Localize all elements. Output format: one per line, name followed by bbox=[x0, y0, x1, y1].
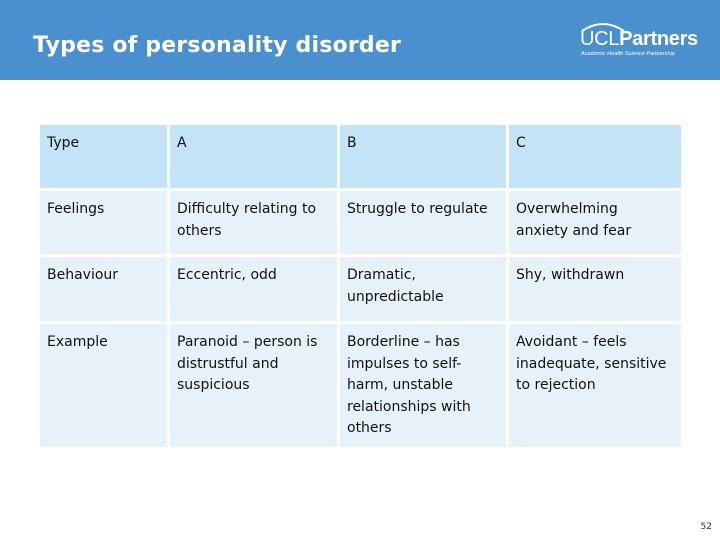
table-cell: Borderline – has impulses to self-harm, unstable relationships with others bbox=[339, 323, 508, 449]
uclpartners-logo bbox=[580, 20, 700, 64]
table-cell: Shy, withdrawn bbox=[508, 256, 683, 323]
logo-name-partners: Partners bbox=[619, 28, 698, 50]
logo-name bbox=[580, 28, 698, 50]
table-cell: Paranoid – person is distrustful and suspicious bbox=[169, 323, 339, 449]
header-cell: C bbox=[508, 124, 683, 190]
row-label-cell: Feelings bbox=[39, 190, 169, 256]
table-cell: Avoidant – feels inadequate, sensitive to rejection bbox=[508, 323, 683, 449]
table-row bbox=[39, 190, 683, 256]
table-row bbox=[39, 323, 683, 449]
row-label-cell: Example bbox=[39, 323, 169, 449]
table-cell: Struggle to regulate bbox=[339, 190, 508, 256]
table-row bbox=[39, 256, 683, 323]
table-cell: Difficulty relating to others bbox=[169, 190, 339, 256]
row-label-cell: Behaviour bbox=[39, 256, 169, 323]
table-cell: Dramatic, unpredictable bbox=[339, 256, 508, 323]
slide-header bbox=[0, 0, 720, 80]
header-cell: Type bbox=[39, 124, 169, 190]
header-cell: A bbox=[169, 124, 339, 190]
slide-title: Types of personality disorder bbox=[33, 33, 402, 58]
page-number: 52 bbox=[700, 522, 712, 532]
logo-tagline: Academic Health Science Partnership bbox=[581, 51, 675, 57]
table-cell: Overwhelming anxiety and fear bbox=[508, 190, 683, 256]
personality-disorder-table bbox=[37, 122, 684, 450]
table-cell: Eccentric, odd bbox=[169, 256, 339, 323]
header-cell: B bbox=[339, 124, 508, 190]
table-header-row bbox=[39, 124, 683, 190]
logo-name-ucl: UCL bbox=[580, 28, 620, 50]
